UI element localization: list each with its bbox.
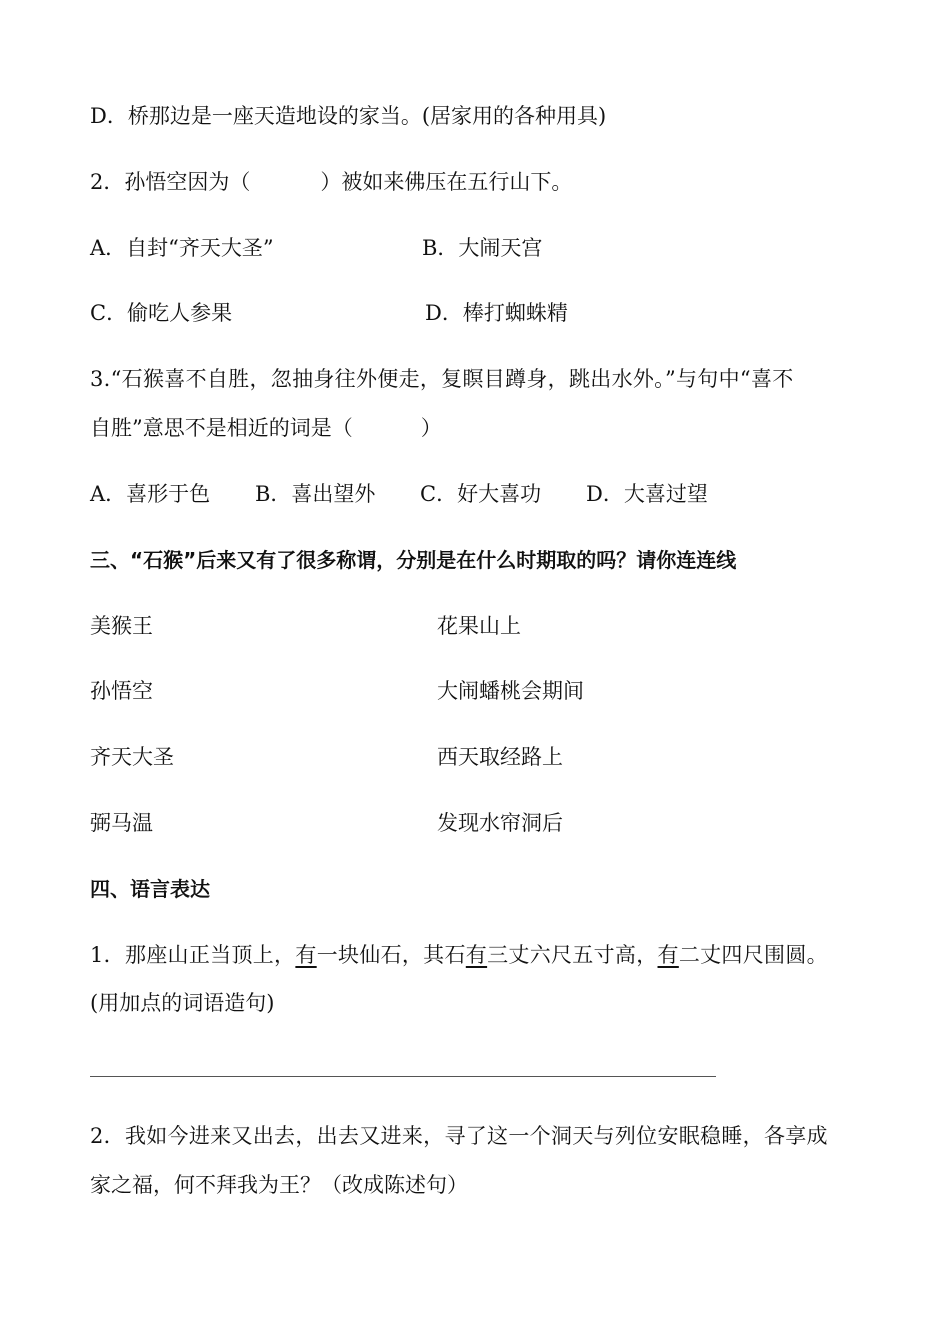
section4-q1-note: (用加点的词语造句) [90, 991, 275, 1015]
section3-right-item: 大闹蟠桃会期间 [437, 679, 584, 703]
section3-right-item: 西天取经路上 [437, 745, 563, 769]
section4-q1-text: 三丈六尺五寸高， [487, 943, 658, 967]
section4-q1-text: 1．那座山正当顶上， [90, 943, 296, 967]
section4-q1 [90, 940, 828, 970]
q2-option-c: C．偷吃人参果 [90, 301, 233, 325]
section4-q2-line2: 家之福，何不拜我为王？（改成陈述句） [90, 1173, 468, 1197]
answer-line[interactable] [90, 1076, 716, 1077]
q3-stem-line2-post: ） [420, 416, 442, 440]
q2-stem-post: ）被如来佛压在五行山下。 [320, 170, 573, 194]
section4-title: 四、语言表达 [90, 877, 210, 901]
q2-option-b: B．大闹天宫 [422, 236, 543, 260]
section4-q1-text: 一块仙石，其石 [316, 943, 466, 967]
section3-left-item: 孙悟空 [90, 679, 153, 703]
q3-stem-line2-pre: 自胜”意思不是相近的词是（ [90, 416, 353, 440]
q2-stem-pre: 2．孙悟空因为（ [90, 170, 251, 194]
q3-option-d: D．大喜过望 [586, 482, 708, 506]
section3-title: 三、“石猴”后来又有了很多称谓，分别是在什么时期取的吗？请你连连线 [90, 548, 737, 572]
section3-right-item: 花果山上 [437, 614, 521, 638]
q3-stem-line2 [90, 413, 442, 443]
q3-option-b: B．喜出望外 [255, 482, 376, 506]
section4-q2-line1: 2．我如今进来又出去，出去又进来，寻了这一个洞天与列位安眠稳睡，各享成 [90, 1124, 828, 1148]
section4-q1-text: 二丈四尺围圆。 [678, 943, 828, 967]
section4-q1-marked-word: 有 [295, 943, 317, 967]
q3-option-a: A．喜形于色 [90, 482, 211, 506]
section3-right-item: 发现水帘洞后 [437, 811, 563, 835]
section3-left-item: 弼马温 [90, 811, 153, 835]
q3-stem-line1: 3.“石猴喜不自胜，忽抽身往外便走，复瞑目蹲身，跳出水外。”与句中“喜不 [90, 367, 794, 391]
q3-option-c: C．好大喜功 [420, 482, 542, 506]
section4-q1-marked-word: 有 [657, 943, 679, 967]
section3-left-item: 美猴王 [90, 614, 153, 638]
section4-q1-marked-word: 有 [465, 943, 488, 967]
section3-left-item: 齐天大圣 [90, 745, 174, 769]
q2-option-a: A．自封“齐天大圣” [90, 236, 274, 260]
q1-option-d: D．桥那边是一座天造地设的家当。(居家用的各种用具) [90, 104, 607, 128]
q2-option-d: D．棒打蜘蛛精 [425, 301, 568, 325]
q2-stem [90, 167, 572, 197]
